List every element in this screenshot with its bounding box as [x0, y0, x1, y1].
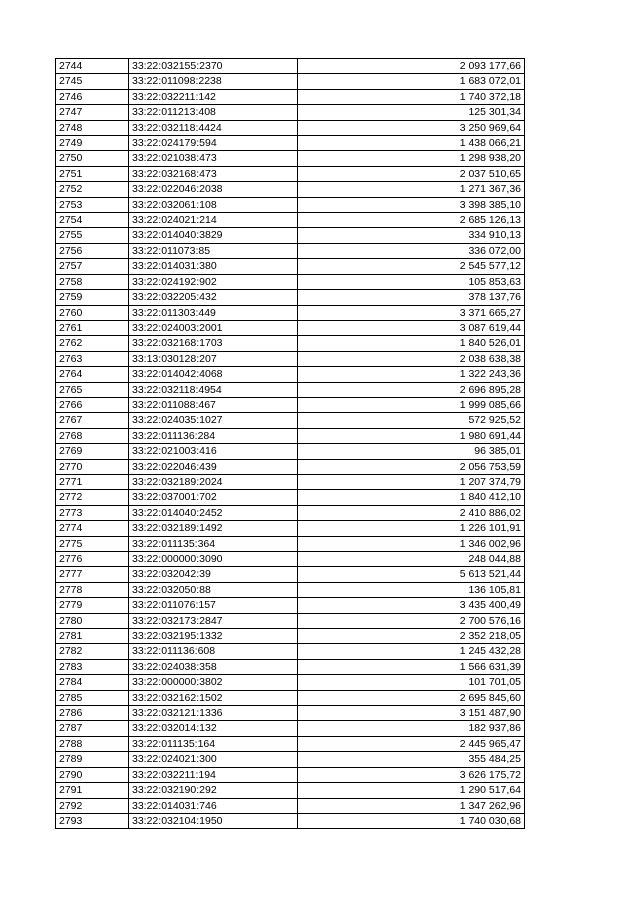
- row-number-cell: 2756: [56, 243, 129, 258]
- row-number-cell: 2766: [56, 397, 129, 412]
- cadastral-number-cell: 33:22:022046:2038: [129, 182, 298, 197]
- row-number-cell: 2791: [56, 783, 129, 798]
- cadastral-value-cell: 1 207 374,79: [298, 474, 525, 489]
- table-row: [56, 89, 525, 104]
- cadastral-number-cell: 33:22:011135:164: [129, 736, 298, 751]
- cadastral-value-cell: 1 346 002,96: [298, 536, 525, 551]
- table-row: [56, 783, 525, 798]
- cadastral-value-cell: 1 740 030,68: [298, 813, 525, 828]
- row-number-cell: 2768: [56, 428, 129, 443]
- table-row: [56, 136, 525, 151]
- cadastral-value-table: [55, 58, 525, 829]
- row-number-cell: 2772: [56, 490, 129, 505]
- table-row: [56, 675, 525, 690]
- table-row: [56, 813, 525, 828]
- cadastral-number-cell: 33:22:011303:449: [129, 305, 298, 320]
- cadastral-value-cell: 1 683 072,01: [298, 74, 525, 89]
- cadastral-value-cell: 101 701,05: [298, 675, 525, 690]
- row-number-cell: 2745: [56, 74, 129, 89]
- row-number-cell: 2764: [56, 367, 129, 382]
- table-row: [56, 382, 525, 397]
- cadastral-value-cell: 1 290 517,64: [298, 783, 525, 798]
- cadastral-number-cell: 33:22:032195:1332: [129, 629, 298, 644]
- row-number-cell: 2778: [56, 582, 129, 597]
- cadastral-number-cell: 33:22:014031:380: [129, 259, 298, 274]
- cadastral-number-cell: 33:22:024021:300: [129, 752, 298, 767]
- cadastral-value-cell: 2 445 965,47: [298, 736, 525, 751]
- cadastral-value-cell: 2 410 886,02: [298, 505, 525, 520]
- cadastral-value-cell: 248 044,88: [298, 552, 525, 567]
- row-number-cell: 2773: [56, 505, 129, 520]
- cadastral-value-cell: 3 435 400,49: [298, 598, 525, 613]
- cadastral-value-cell: 355 484,25: [298, 752, 525, 767]
- table-row: [56, 582, 525, 597]
- table-body: [56, 59, 525, 829]
- row-number-cell: 2781: [56, 629, 129, 644]
- cadastral-number-cell: 33:22:024192:902: [129, 274, 298, 289]
- row-number-cell: 2752: [56, 182, 129, 197]
- cadastral-value-cell: 3 371 665,27: [298, 305, 525, 320]
- table-row: [56, 736, 525, 751]
- table-row: [56, 105, 525, 120]
- table-row: [56, 474, 525, 489]
- table-row: [56, 213, 525, 228]
- cadastral-number-cell: 33:22:032162:1502: [129, 690, 298, 705]
- cadastral-value-cell: 5 613 521,44: [298, 567, 525, 582]
- table-row: [56, 613, 525, 628]
- cadastral-value-cell: 2 056 753,59: [298, 459, 525, 474]
- table-row: [56, 336, 525, 351]
- cadastral-value-cell: 2 695 845,60: [298, 690, 525, 705]
- row-number-cell: 2786: [56, 706, 129, 721]
- cadastral-number-cell: 33:13:030128:207: [129, 351, 298, 366]
- cadastral-number-cell: 33:22:014040:2452: [129, 505, 298, 520]
- cadastral-value-cell: 1 347 262,96: [298, 798, 525, 813]
- cadastral-value-cell: 1 298 938,20: [298, 151, 525, 166]
- cadastral-number-cell: 33:22:021038:473: [129, 151, 298, 166]
- table-row: [56, 428, 525, 443]
- table-row: [56, 521, 525, 536]
- cadastral-value-cell: 136 105,81: [298, 582, 525, 597]
- cadastral-number-cell: 33:22:032042:39: [129, 567, 298, 582]
- row-number-cell: 2753: [56, 197, 129, 212]
- cadastral-number-cell: 33:22:022046:439: [129, 459, 298, 474]
- row-number-cell: 2788: [56, 736, 129, 751]
- row-number-cell: 2755: [56, 228, 129, 243]
- cadastral-number-cell: 33:22:000000:3802: [129, 675, 298, 690]
- cadastral-value-cell: 1 840 526,01: [298, 336, 525, 351]
- cadastral-value-cell: 2 038 638,38: [298, 351, 525, 366]
- row-number-cell: 2789: [56, 752, 129, 767]
- row-number-cell: 2780: [56, 613, 129, 628]
- table-row: [56, 598, 525, 613]
- cadastral-number-cell: 33:22:024003:2001: [129, 320, 298, 335]
- row-number-cell: 2783: [56, 659, 129, 674]
- row-number-cell: 2770: [56, 459, 129, 474]
- cadastral-number-cell: 33:22:024038:358: [129, 659, 298, 674]
- table-row: [56, 74, 525, 89]
- row-number-cell: 2765: [56, 382, 129, 397]
- cadastral-value-cell: 1 438 066,21: [298, 136, 525, 151]
- cadastral-number-cell: 33:22:011135:364: [129, 536, 298, 551]
- table-row: [56, 182, 525, 197]
- table-row: [56, 659, 525, 674]
- table-row: [56, 120, 525, 135]
- table-row: [56, 259, 525, 274]
- cadastral-number-cell: 33:22:032211:142: [129, 89, 298, 104]
- cadastral-value-cell: 2 037 510,65: [298, 166, 525, 181]
- cadastral-number-cell: 33:22:032061:108: [129, 197, 298, 212]
- table-row: [56, 767, 525, 782]
- row-number-cell: 2769: [56, 444, 129, 459]
- cadastral-number-cell: 33:22:011076:157: [129, 598, 298, 613]
- row-number-cell: 2760: [56, 305, 129, 320]
- cadastral-value-cell: 1 999 085,66: [298, 397, 525, 412]
- cadastral-value-cell: 1 566 631,39: [298, 659, 525, 674]
- cadastral-number-cell: 33:22:032211:194: [129, 767, 298, 782]
- cadastral-value-cell: 3 250 969,64: [298, 120, 525, 135]
- cadastral-number-cell: 33:22:014040:3829: [129, 228, 298, 243]
- cadastral-value-cell: 2 685 126,13: [298, 213, 525, 228]
- cadastral-value-cell: 125 301,34: [298, 105, 525, 120]
- table-row: [56, 413, 525, 428]
- cadastral-number-cell: 33:22:032189:2024: [129, 474, 298, 489]
- cadastral-number-cell: 33:22:021003:416: [129, 444, 298, 459]
- table-row: [56, 228, 525, 243]
- cadastral-number-cell: 33:22:032050:88: [129, 582, 298, 597]
- cadastral-number-cell: 33:22:032168:473: [129, 166, 298, 181]
- table-row: [56, 552, 525, 567]
- table-row: [56, 243, 525, 258]
- table-row: [56, 644, 525, 659]
- cadastral-number-cell: 33:22:011213:408: [129, 105, 298, 120]
- cadastral-number-cell: 33:22:014042:4068: [129, 367, 298, 382]
- row-number-cell: 2744: [56, 59, 129, 74]
- row-number-cell: 2751: [56, 166, 129, 181]
- cadastral-value-cell: 96 385,01: [298, 444, 525, 459]
- cadastral-number-cell: 33:22:032014:132: [129, 721, 298, 736]
- row-number-cell: 2750: [56, 151, 129, 166]
- table-row: [56, 274, 525, 289]
- cadastral-value-cell: 2 093 177,66: [298, 59, 525, 74]
- cadastral-value-cell: 2 352 218,05: [298, 629, 525, 644]
- cadastral-number-cell: 33:22:032155:2370: [129, 59, 298, 74]
- cadastral-number-cell: 33:22:032168:1703: [129, 336, 298, 351]
- row-number-cell: 2767: [56, 413, 129, 428]
- cadastral-value-cell: 1 980 691,44: [298, 428, 525, 443]
- cadastral-number-cell: 33:22:032118:4954: [129, 382, 298, 397]
- cadastral-value-cell: 1 840 412,10: [298, 490, 525, 505]
- cadastral-number-cell: 33:22:032205:432: [129, 290, 298, 305]
- cadastral-number-cell: 33:22:000000:3090: [129, 552, 298, 567]
- row-number-cell: 2748: [56, 120, 129, 135]
- cadastral-value-cell: 1 322 243,36: [298, 367, 525, 382]
- row-number-cell: 2793: [56, 813, 129, 828]
- row-number-cell: 2777: [56, 567, 129, 582]
- row-number-cell: 2785: [56, 690, 129, 705]
- cadastral-value-cell: 105 853,63: [298, 274, 525, 289]
- table-row: [56, 305, 525, 320]
- table-row: [56, 536, 525, 551]
- table-row: [56, 505, 525, 520]
- cadastral-number-cell: 33:22:032104:1950: [129, 813, 298, 828]
- row-number-cell: 2779: [56, 598, 129, 613]
- cadastral-value-cell: 334 910,13: [298, 228, 525, 243]
- row-number-cell: 2757: [56, 259, 129, 274]
- cadastral-number-cell: 33:22:024035:1027: [129, 413, 298, 428]
- table-row: [56, 166, 525, 181]
- row-number-cell: 2790: [56, 767, 129, 782]
- row-number-cell: 2763: [56, 351, 129, 366]
- table-row: [56, 490, 525, 505]
- cadastral-value-cell: 572 925,52: [298, 413, 525, 428]
- cadastral-value-cell: 3 398 385,10: [298, 197, 525, 212]
- table-row: [56, 690, 525, 705]
- row-number-cell: 2749: [56, 136, 129, 151]
- table-row: [56, 798, 525, 813]
- row-number-cell: 2787: [56, 721, 129, 736]
- cadastral-value-cell: 3 151 487,90: [298, 706, 525, 721]
- table-row: [56, 197, 525, 212]
- cadastral-value-cell: 336 072,00: [298, 243, 525, 258]
- cadastral-number-cell: 33:22:032118:4424: [129, 120, 298, 135]
- row-number-cell: 2771: [56, 474, 129, 489]
- row-number-cell: 2774: [56, 521, 129, 536]
- cadastral-number-cell: 33:22:011136:284: [129, 428, 298, 443]
- cadastral-value-cell: 2 696 895,28: [298, 382, 525, 397]
- row-number-cell: 2746: [56, 89, 129, 104]
- cadastral-value-cell: 1 245 432,28: [298, 644, 525, 659]
- row-number-cell: 2747: [56, 105, 129, 120]
- table-row: [56, 367, 525, 382]
- row-number-cell: 2761: [56, 320, 129, 335]
- cadastral-number-cell: 33:22:011088:467: [129, 397, 298, 412]
- table-row: [56, 459, 525, 474]
- cadastral-number-cell: 33:22:032189:1492: [129, 521, 298, 536]
- cadastral-number-cell: 33:22:024021:214: [129, 213, 298, 228]
- table-row: [56, 444, 525, 459]
- row-number-cell: 2782: [56, 644, 129, 659]
- cadastral-number-cell: 33:22:011073:85: [129, 243, 298, 258]
- row-number-cell: 2784: [56, 675, 129, 690]
- row-number-cell: 2754: [56, 213, 129, 228]
- row-number-cell: 2792: [56, 798, 129, 813]
- cadastral-number-cell: 33:22:011098:2238: [129, 74, 298, 89]
- cadastral-number-cell: 33:22:024179:594: [129, 136, 298, 151]
- cadastral-number-cell: 33:22:032173:2847: [129, 613, 298, 628]
- cadastral-value-cell: 3 626 175,72: [298, 767, 525, 782]
- cadastral-number-cell: 33:22:032121:1336: [129, 706, 298, 721]
- table-row: [56, 290, 525, 305]
- cadastral-value-cell: 182 937,86: [298, 721, 525, 736]
- cadastral-value-cell: 1 271 367,36: [298, 182, 525, 197]
- table-row: [56, 320, 525, 335]
- table-row: [56, 397, 525, 412]
- cadastral-number-cell: 33:22:032190:292: [129, 783, 298, 798]
- cadastral-value-cell: 2 545 577,12: [298, 259, 525, 274]
- cadastral-value-cell: 378 137,76: [298, 290, 525, 305]
- cadastral-value-cell: 2 700 576,16: [298, 613, 525, 628]
- row-number-cell: 2776: [56, 552, 129, 567]
- table-row: [56, 752, 525, 767]
- cadastral-number-cell: 33:22:014031:746: [129, 798, 298, 813]
- row-number-cell: 2759: [56, 290, 129, 305]
- row-number-cell: 2775: [56, 536, 129, 551]
- row-number-cell: 2758: [56, 274, 129, 289]
- cadastral-value-cell: 1 226 101,91: [298, 521, 525, 536]
- row-number-cell: 2762: [56, 336, 129, 351]
- table-row: [56, 151, 525, 166]
- table-row: [56, 721, 525, 736]
- table-row: [56, 351, 525, 366]
- table-row: [56, 59, 525, 74]
- cadastral-number-cell: 33:22:011136:608: [129, 644, 298, 659]
- table-row: [56, 706, 525, 721]
- table-row: [56, 567, 525, 582]
- cadastral-value-cell: 3 087 619,44: [298, 320, 525, 335]
- cadastral-number-cell: 33:22:037001:702: [129, 490, 298, 505]
- cadastral-value-cell: 1 740 372,18: [298, 89, 525, 104]
- table-row: [56, 629, 525, 644]
